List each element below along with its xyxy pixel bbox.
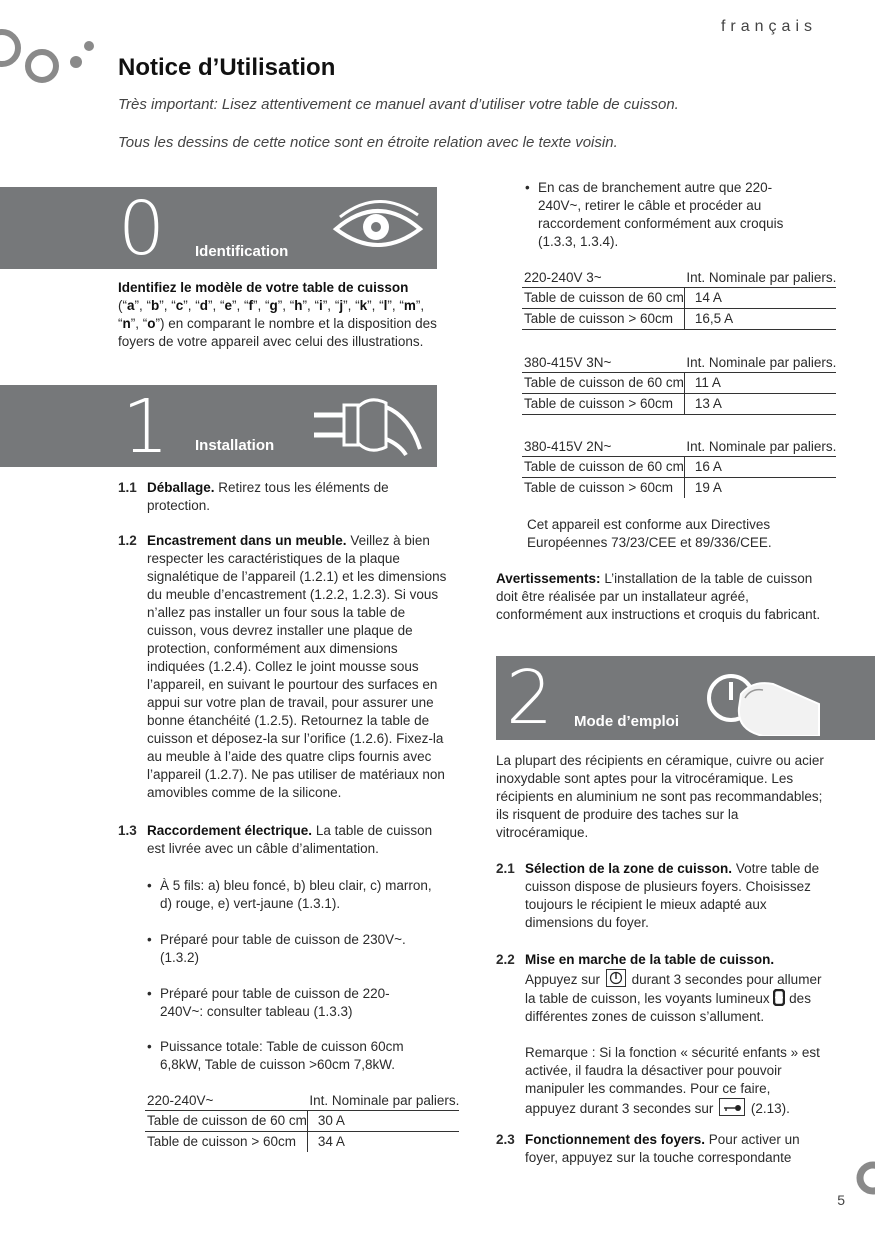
warnings-text: L’installation de la table de cuisson doit être réalisée par un installateur agréé, conformément aux instructions et croquis du fabricant. — [496, 571, 821, 622]
table-cell: 30 A — [307, 1111, 459, 1132]
table-cell: Table de cuisson > 60cm — [522, 309, 684, 330]
current-table-2 — [522, 353, 836, 415]
section-number: 0 — [118, 186, 166, 272]
section-text: durant 3 secondes pour allumer la table de cuisson, les voyants lumineux — [525, 972, 822, 1006]
current-table-3 — [522, 437, 836, 498]
table-cell: Table de cuisson > 60cm — [524, 480, 673, 495]
intro-drawings: Tous les dessins de cette notice sont en étroite relation avec le texte voisin. — [118, 134, 618, 151]
section-text: Appuyez sur — [525, 972, 601, 987]
section-2-1 — [496, 860, 824, 932]
table-cell: 16 A — [684, 457, 836, 478]
table-row — [522, 373, 836, 394]
section-heading: Fonctionnement des foyers. — [525, 1132, 706, 1147]
section-heading: Raccordement électrique. — [147, 823, 313, 838]
model-letter: f — [248, 298, 254, 313]
table-header: Int. Nominale par paliers. — [684, 353, 836, 373]
table-cell: 19 A — [684, 478, 836, 499]
section-1-3 — [118, 822, 450, 858]
table-cell: Table de cuisson > 60cm — [147, 1134, 296, 1149]
bullet-text: Préparé pour table de cuisson de 220-240V~: consulter tableau (1.3.3) — [160, 986, 390, 1019]
section-text: Veillez à bien respecter les caractéristiques de la plaque signalétique de l’appareil (1.2.1) et les dimensions du meuble d’encastrement (1.2.2, 1.2.3). Si vous n’allez pas installer un four sous la table de cuisson, vous devrez installer une plaque de protection, conformément aux dimensions indiquées (1.2.4). Collez le joint mousse sous l’appareil, en suivant le pourtour des surfaces en appui sur votre plan de travail, pour assurer une bonne étanchéité (1.2.5). Retournez la table de cuisson et déposez-la sur l’orifice (1.2.6). Fixez-la au meuble à l’aide des quatre clips fournis avec l’appareil (1.2.7). Ne pas utiliser de matériaux non amovibles comme de la silicone. — [147, 533, 447, 800]
model-letter: h — [294, 298, 303, 313]
bullet-item: • Préparé pour table de cuisson de 220-240V~: consulter tableau (1.3.3) — [147, 985, 432, 1021]
model-letter: m — [403, 298, 416, 313]
model-letter: c — [175, 298, 184, 313]
table-row — [522, 478, 836, 499]
section-text: Pour activer un foyer, appuyez sur la touche correspondante — [525, 1132, 800, 1165]
section-heading: Sélection de la zone de cuisson. — [525, 861, 733, 876]
table-header: 220-240V~ — [145, 1091, 307, 1111]
table-header: 220-240V 3~ — [522, 268, 684, 288]
bullet-text: Préparé pour table de cuisson de 230V~. (1.3.2) — [160, 932, 406, 965]
section-heading: Déballage. — [147, 480, 215, 495]
section-2-3 — [496, 1131, 824, 1167]
section-number: 1.1 — [118, 480, 137, 495]
section-text: Retirez tous les éléments de protection. — [147, 480, 389, 513]
zero-digit-indicator-icon — [773, 989, 785, 1006]
section-2-2 — [496, 951, 824, 1118]
warnings-heading: Avertissements: — [496, 571, 601, 586]
section-label: Mode d’emploi — [574, 713, 679, 730]
model-letter: i — [319, 298, 323, 313]
section-number: 1.3 — [118, 823, 137, 838]
section-label: Identification — [195, 243, 289, 260]
table-cell: 34 A — [307, 1132, 459, 1153]
table-cell: Table de cuisson de 60 cm — [522, 457, 684, 478]
model-letters: (“a”, “b”, “c”, “d”, “e”, “f”, “g”, “h”, “i”, “j”, “k”, “l”, “m”, “n”, “o” — [118, 298, 425, 331]
current-table-1 — [522, 268, 836, 330]
finger-press-icon — [701, 664, 821, 736]
table-row — [145, 1111, 459, 1132]
bullet-item: • En cas de branchement autre que 220-240V~, retirer le câble et procéder au raccordement conformément aux croquis (1.3.3, 1.3.4). — [525, 179, 810, 251]
model-letter: o — [147, 316, 156, 331]
corner-circle-decoration — [843, 1158, 875, 1198]
section-label: Installation — [195, 437, 275, 454]
section-0-banner — [0, 186, 437, 272]
intro-important: Très important: Lisez attentivement ce manuel avant d’utiliser votre table de cuisson. — [118, 96, 679, 113]
section-text: Votre table de cuisson dispose de plusieurs foyers. Choisissez toujours le récipient le mieux adapté aux dimensions du foyer. — [525, 861, 820, 930]
model-letter: k — [359, 298, 368, 313]
table-header: 380-415V 2N~ — [522, 437, 684, 457]
remark-text: (2.13). — [750, 1101, 790, 1116]
table-header: 380-415V 3N~ — [522, 353, 684, 373]
bullet-text: En cas de branchement autre que 220-240V~, retirer le câble et procéder au raccordement conformément aux croquis (1.3.3, 1.3.4). — [538, 180, 784, 249]
language-label: français — [720, 18, 817, 35]
power-button-icon — [606, 969, 626, 987]
model-letter: a — [127, 298, 135, 313]
table-cell: Table de cuisson de 60 cm — [522, 288, 684, 309]
table-cell: Table de cuisson > 60cm — [522, 394, 684, 415]
table-cell: 16,5 A — [684, 309, 836, 330]
bullet-item: • Préparé pour table de cuisson de 230V~. (1.3.2) — [147, 931, 437, 967]
section-number: 2.3 — [496, 1132, 515, 1147]
section-2-banner — [496, 656, 875, 740]
section-number: 2.2 — [496, 952, 515, 967]
brand-circles-logo — [0, 18, 100, 98]
model-letter: j — [339, 298, 344, 313]
model-letter: l — [383, 298, 388, 313]
plug-icon — [310, 393, 435, 459]
bullet-text: Puissance totale: Table de cuisson 60cm 6,8kW, Table de cuisson >60cm 7,8kW. — [160, 1039, 404, 1072]
section-heading: Encastrement dans un meuble. — [147, 533, 347, 548]
identification-text — [118, 279, 438, 351]
section-text: des différentes zones de cuisson s’allument. — [525, 991, 811, 1024]
model-letter: d — [199, 298, 209, 313]
section-text: La table de cuisson est livrée avec un câble d’alimentation. — [147, 823, 433, 856]
warnings — [496, 570, 821, 624]
model-letter: g — [269, 298, 278, 313]
section-heading: Mise en marche de la table de cuisson. — [525, 952, 775, 967]
table-header: Int. Nominale par paliers. — [684, 268, 836, 288]
section-2-intro: La plupart des récipients en céramique, cuivre ou acier inoxydable sont aptes pour la vitrocéramique. Les récipients en aluminium ne sont pas recommandables; ils risquent de produire des taches sur la vitrocéramique. — [496, 753, 824, 840]
identification-rest: ) en comparant le nombre et la disposition des foyers de votre appareil avec celui des illustrations. — [118, 316, 437, 349]
bullet-item: • À 5 fils: a) bleu foncé, b) bleu clair, c) marron, d) rouge, e) vert-jaune (1.3.1). — [147, 877, 447, 913]
section-number: 2.1 — [496, 861, 515, 876]
table-cell: Table de cuisson de 60 cm — [522, 373, 684, 394]
table-cell: 11 A — [684, 373, 836, 394]
section-number: 1.2 — [118, 533, 137, 548]
table-cell: 13 A — [684, 394, 836, 415]
bullet-item: • Puissance totale: Table de cuisson 60cm 6,8kW, Table de cuisson >60cm 7,8kW. — [147, 1038, 437, 1074]
table-row — [522, 394, 836, 415]
model-letter: b — [151, 298, 160, 313]
conformity-note: Cet appareil est conforme aux Directives Européennes 73/23/CEE et 89/336/CEE. — [527, 517, 772, 550]
section-1-1 — [118, 479, 450, 515]
table-row — [522, 457, 836, 478]
table-cell: Table de cuisson de 60 cm — [145, 1111, 307, 1132]
identification-lead: Identifiez le modèle de votre table de cuisson — [118, 280, 409, 295]
section-1-2 — [118, 532, 450, 802]
section-number: 1 — [122, 384, 170, 470]
table-cell: 14 A — [684, 288, 836, 309]
model-letter: e — [224, 298, 233, 313]
model-letter: n — [122, 316, 131, 331]
section-1-banner — [0, 384, 437, 470]
page-title: Notice d’Utilisation — [118, 54, 336, 81]
section-number: 2 — [506, 655, 554, 741]
table-header: Int. Nominale par paliers. — [307, 1091, 459, 1111]
page-number: 5 — [837, 1192, 845, 1208]
bullet-text: À 5 fils: a) bleu foncé, b) bleu clair, c) marron, d) rouge, e) vert-jaune (1.3.1). — [160, 878, 432, 911]
eye-icon — [330, 195, 426, 257]
remark-text: Remarque : Si la fonction « sécurité enfants » est activée, il faudra la désactiver pour pouvoir manipuler les commandes. Pour ce faire, appuyez durant 3 secondes sur — [525, 1045, 820, 1116]
table-row — [522, 288, 836, 309]
table-row — [522, 309, 836, 330]
table-row — [145, 1132, 459, 1153]
table-header: Int. Nominale par paliers. — [684, 437, 836, 457]
key-lock-icon — [719, 1098, 745, 1116]
current-table — [145, 1091, 459, 1152]
